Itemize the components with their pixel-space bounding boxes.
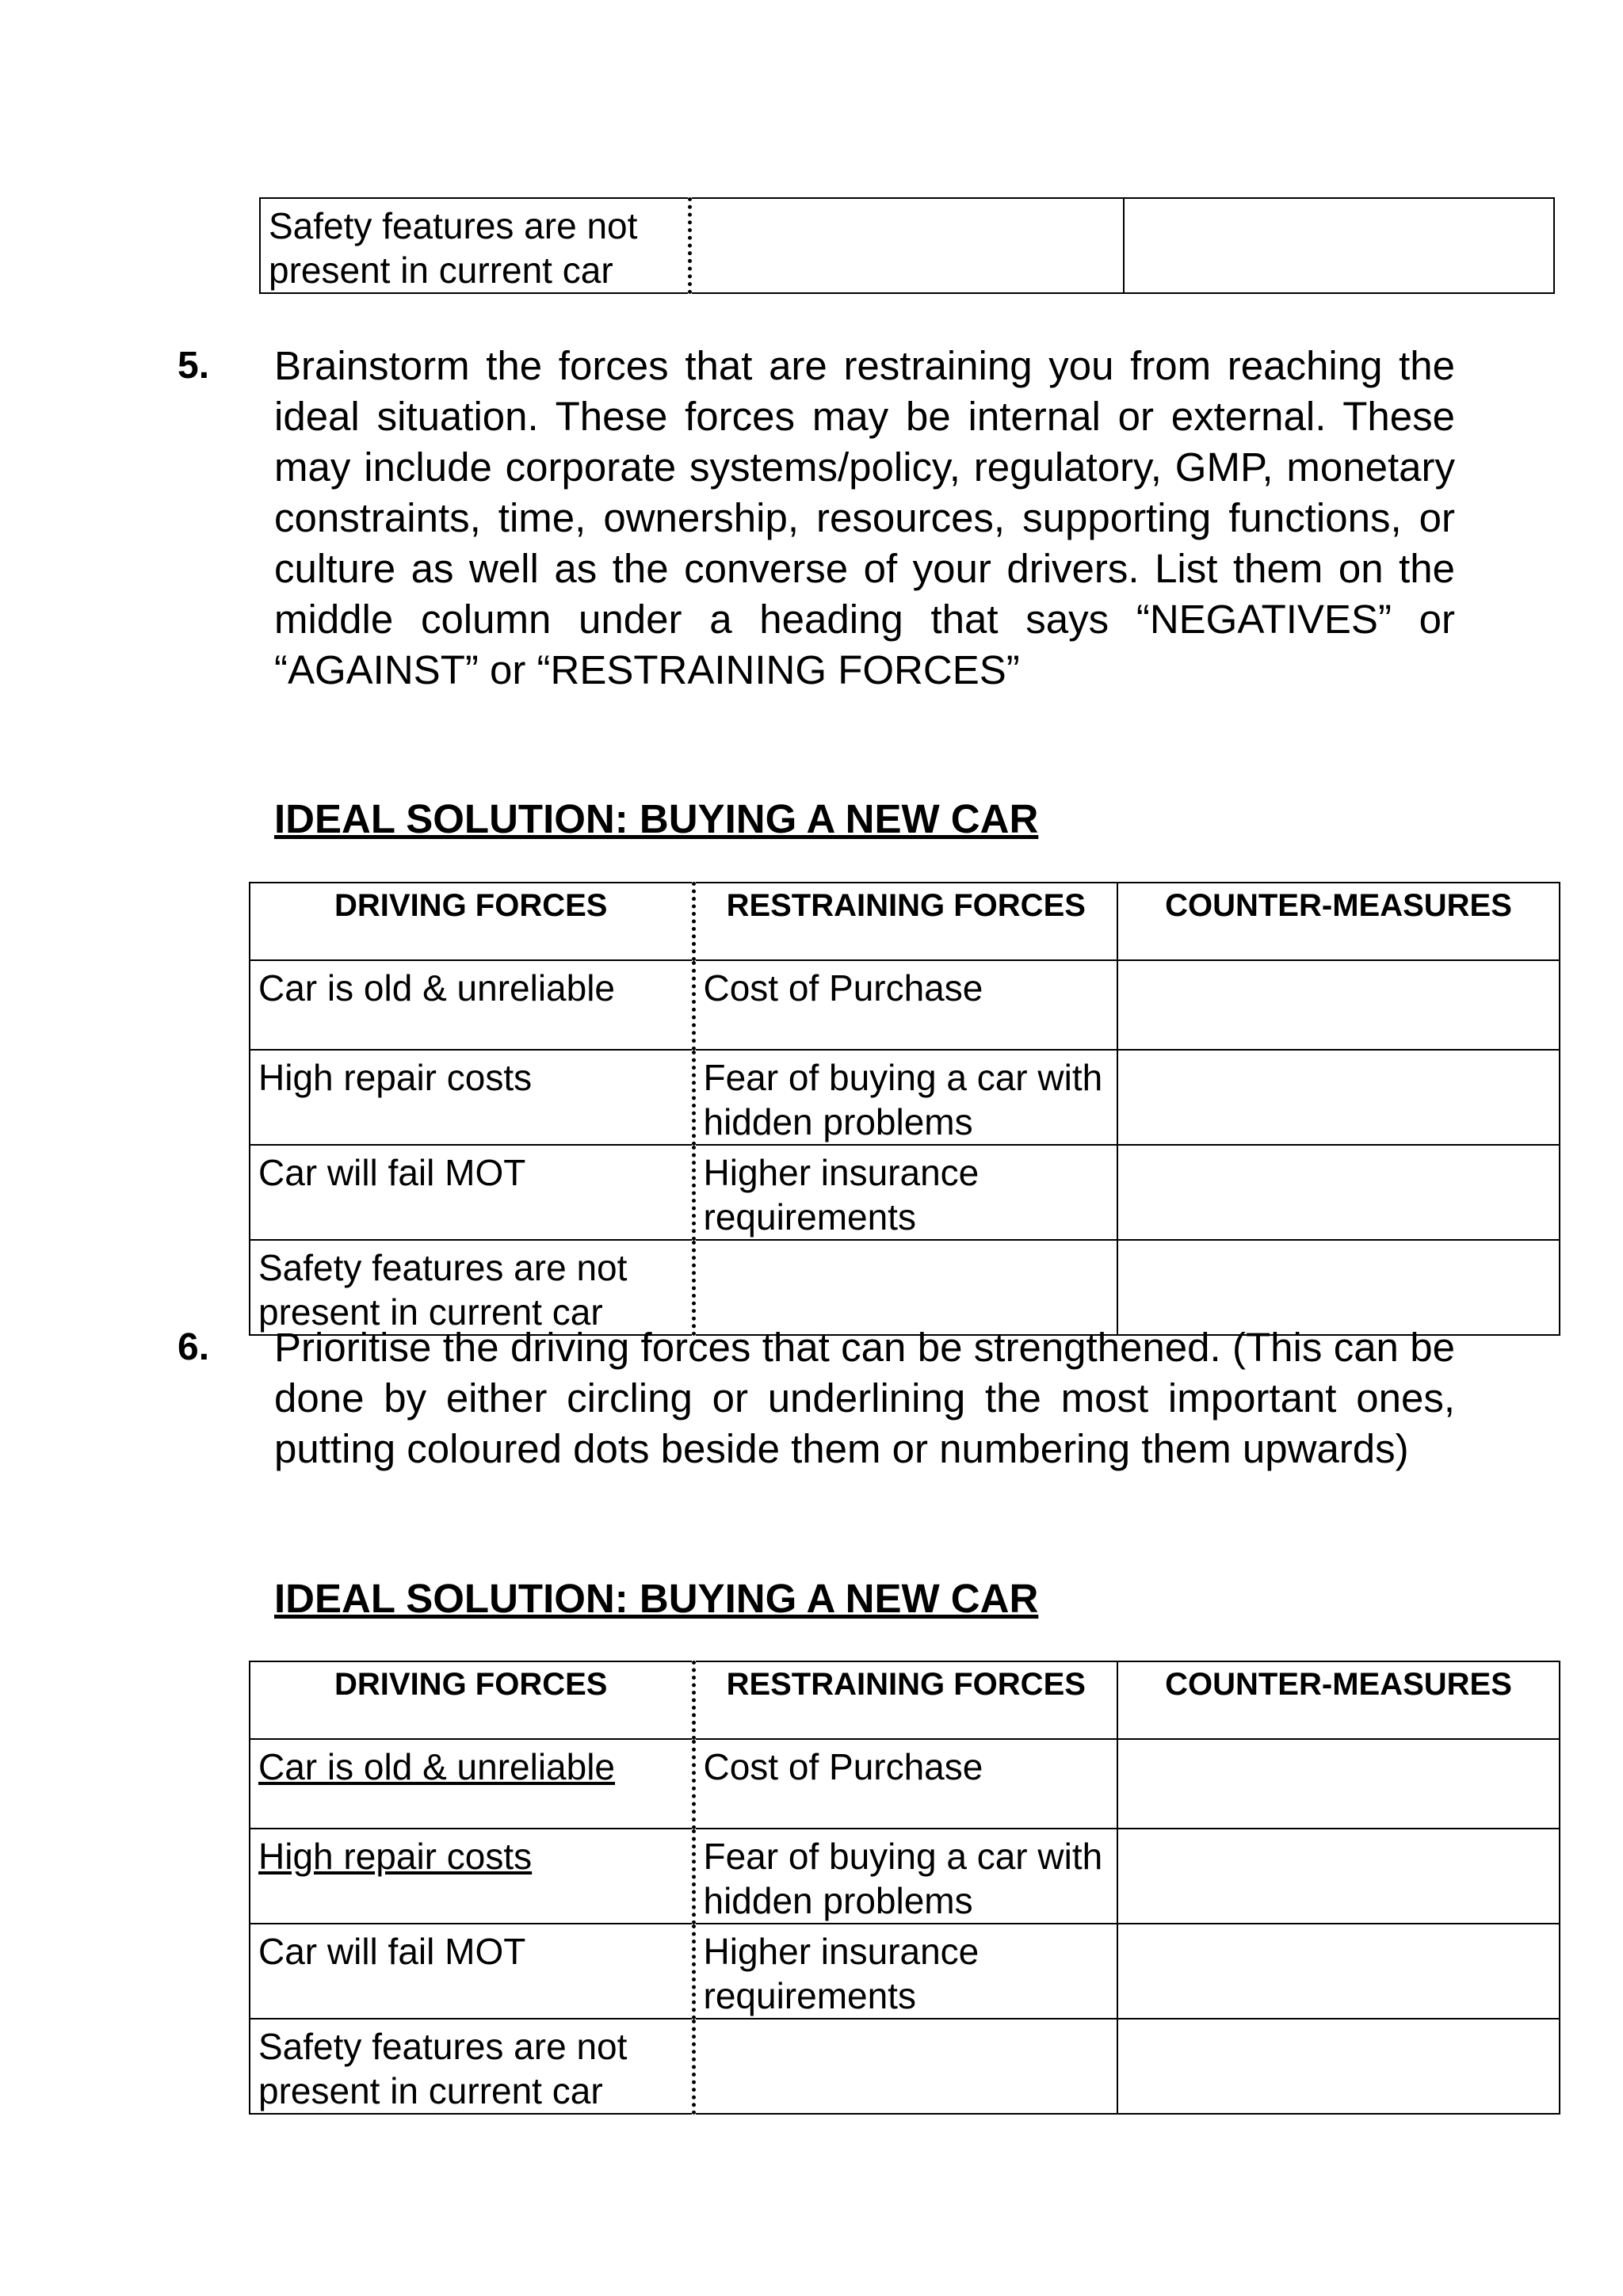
header-counter-measures: COUNTER-MEASURES — [1117, 1661, 1560, 1739]
counter-measure-cell — [1117, 1829, 1560, 1924]
table-row — [250, 2019, 1560, 2114]
top-table-fragment — [259, 197, 1555, 294]
table-header-row — [250, 883, 1560, 960]
driving-force-cell: Car will fail MOT — [250, 1924, 693, 2019]
table-row — [250, 1240, 1560, 1335]
item-number-6: 6. — [178, 1326, 210, 1368]
header-driving-forces: DRIVING FORCES — [250, 883, 693, 960]
restraining-force-cell — [693, 2019, 1117, 2114]
table-row — [260, 198, 1554, 293]
table-row — [250, 1739, 1560, 1829]
restraining-force-cell: Cost of Purchase — [693, 960, 1117, 1050]
table-header-row — [250, 1661, 1560, 1739]
counter-measure-cell — [1117, 1924, 1560, 2019]
restraining-force-cell: Fear of buying a car with hidden problems — [693, 1050, 1117, 1145]
driving-force-cell: High repair costs — [250, 1050, 693, 1145]
table-row — [250, 1145, 1560, 1240]
table-row — [250, 1924, 1560, 2019]
header-restraining-forces: RESTRAINING FORCES — [693, 1661, 1117, 1739]
restraining-force-cell: Higher insurance requirements — [693, 1924, 1117, 2019]
item-6-text: Prioritise the driving forces that can be strengthened. (This can be done by either circling or underlining the most important ones, putting coloured dots beside them or numbering them upwards) — [274, 1325, 1455, 1471]
restraining-force-cell: Higher insurance requirements — [693, 1145, 1117, 1240]
restraining-force-cell — [693, 1240, 1117, 1335]
item-number-5: 5. — [178, 345, 210, 387]
section-heading-2: IDEAL SOLUTION: BUYING A NEW CAR — [274, 1576, 1039, 1621]
table-row — [250, 960, 1560, 1050]
header-driving-forces: DRIVING FORCES — [250, 1661, 693, 1739]
driving-force-cell: Safety features are not present in current car — [250, 1240, 693, 1335]
section-heading-1: IDEAL SOLUTION: BUYING A NEW CAR — [274, 796, 1039, 841]
restraining-force-cell: Fear of buying a car with hidden problems — [693, 1829, 1117, 1924]
counter-measure-cell — [1117, 2019, 1560, 2114]
restraining-force-cell: Cost of Purchase — [693, 1739, 1117, 1829]
item-5-text: Brainstorm the forces that are restraining you from reaching the ideal situation. These forces may be internal or external. These may include corporate systems/policy, regulatory, GMP, monetary constraints, time, ownership, resources, supporting functions, or culture as well as the converse of your drivers. List them on the middle column under a heading that says “NEGATIVES” or “AGAINST” or “RESTRAINING FORCES” — [274, 343, 1455, 692]
header-counter-measures: COUNTER-MEASURES — [1117, 883, 1560, 960]
header-restraining-forces: RESTRAINING FORCES — [693, 883, 1117, 960]
counter-measure-cell — [1124, 198, 1554, 293]
counter-measure-cell — [1117, 1240, 1560, 1335]
restraining-force-cell — [689, 198, 1124, 293]
priority-driving-force-cell: Car is old & unreliable — [250, 1739, 693, 1829]
driving-force-cell: Safety features are not present in current car — [250, 2019, 693, 2114]
table-row — [250, 1829, 1560, 1924]
driving-force-cell: Car is old & unreliable — [250, 960, 693, 1050]
driving-force-cell: Car will fail MOT — [250, 1145, 693, 1240]
priority-driving-force-cell: High repair costs — [250, 1829, 693, 1924]
table-row — [250, 1050, 1560, 1145]
force-field-table-2 — [249, 1661, 1560, 2115]
counter-measure-cell — [1117, 1739, 1560, 1829]
driving-force-cell: Safety features are not present in current car — [260, 198, 689, 293]
counter-measure-cell — [1117, 1050, 1560, 1145]
counter-measure-cell — [1117, 960, 1560, 1050]
force-field-table-1 — [249, 882, 1560, 1336]
counter-measure-cell — [1117, 1145, 1560, 1240]
